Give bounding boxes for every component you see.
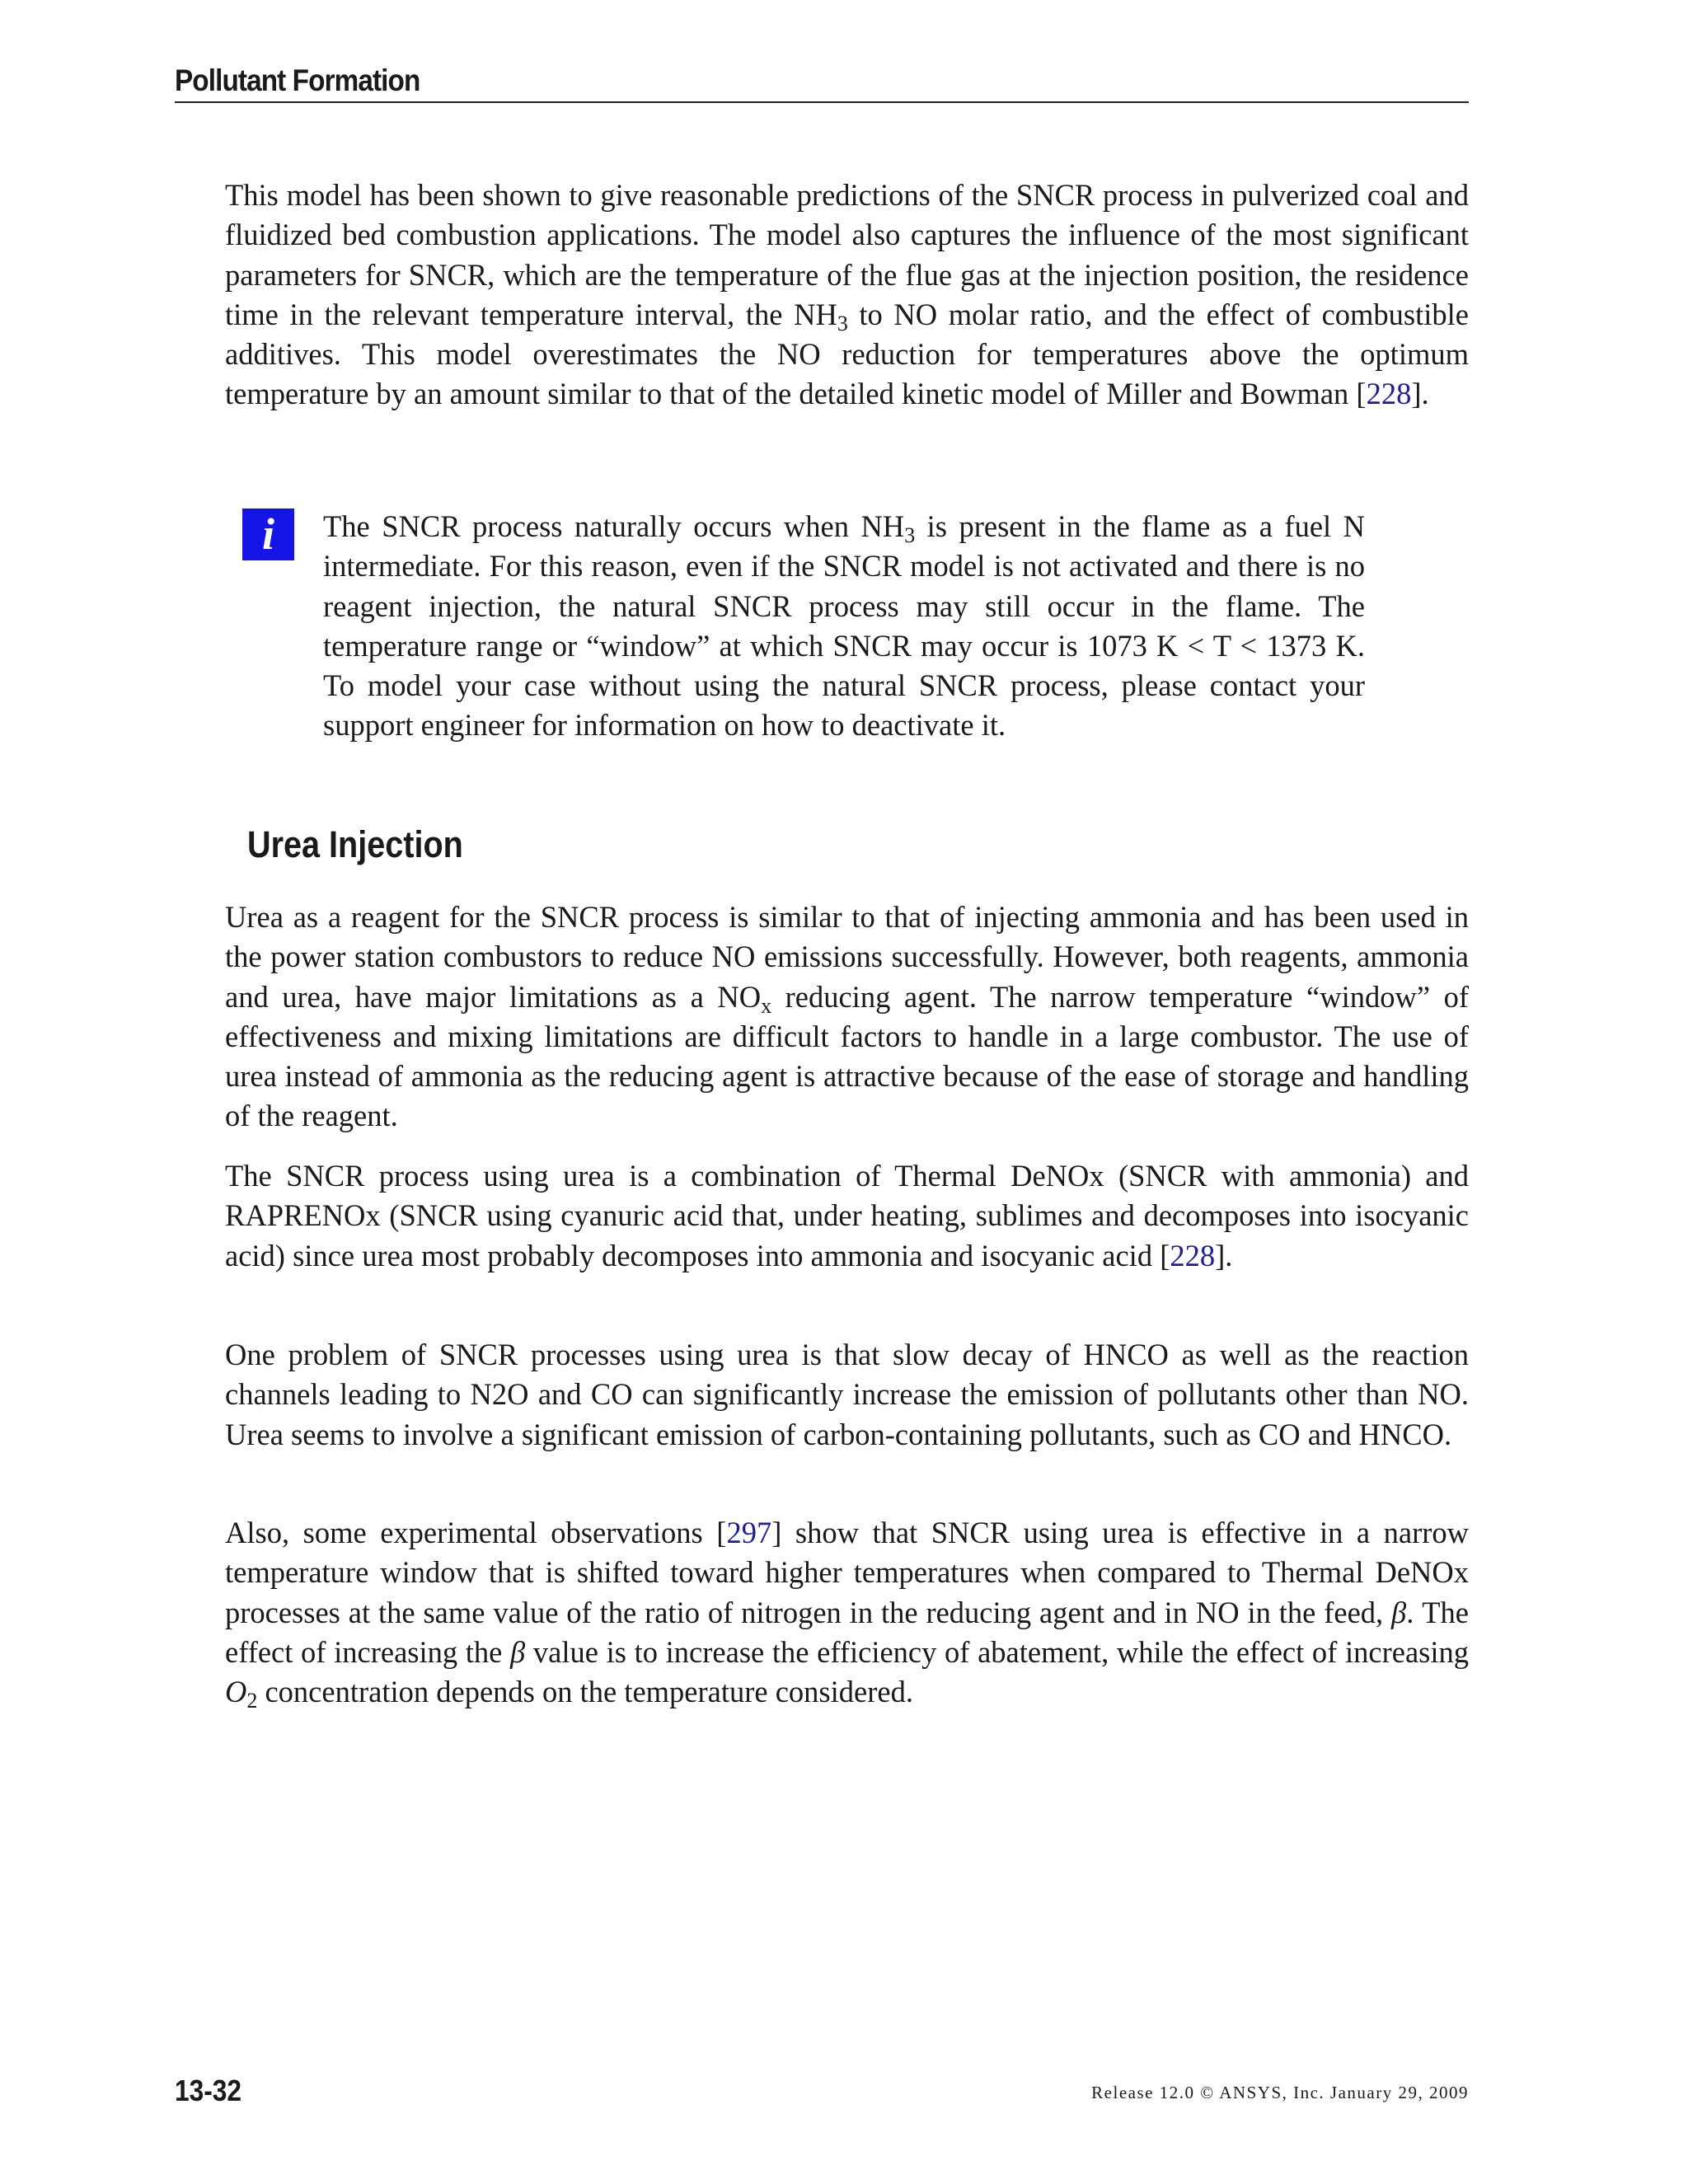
note-text-2: is present in the flame as a fuel N intermediate. For this reason, even if the SNCR model is not activated and there is no reagent injection, the natural SNCR process may still occur in the flame. The temperature range or “window” at which SNCR may occur is 1073 K < T < 1373 K. To model your case without using the natural SNCR process, please contact your support engineer for information on how to deactivate it.	[323, 509, 1365, 743]
header-rule	[175, 101, 1469, 103]
p4-text-1: Also, some experimental observations [	[225, 1516, 727, 1549]
o2-subscript: 2	[246, 1689, 258, 1713]
p4-text-3: . The effect of increasing the	[225, 1595, 1469, 1669]
intro-text-2: to NO molar ratio, and the effect of combustible additives. This model overestimates the NO reduction for temperatures above the optimum temperature by an amount similar to that of the detailed kinetic model of Miller and Bowman [	[225, 297, 1470, 411]
urea-paragraph-4	[225, 1513, 1469, 1712]
citation-link[interactable]: 297	[726, 1516, 772, 1549]
p4-text-5: concentration depends on the temperature considered.	[257, 1675, 913, 1709]
running-head-title: Pollutant Formation	[175, 63, 420, 97]
citation-link[interactable]: 228	[1366, 377, 1412, 411]
p2-text-1: The SNCR process using urea is a combination of Thermal DeNOx (SNCR with ammonia) and RAPRENOx (SNCR using cyanuric acid that, under heating, sublimes and decomposes into isocyanic acid) since urea most probably decomposes into ammonia and isocyanic acid [	[225, 1159, 1469, 1272]
urea-paragraph-1	[225, 898, 1469, 1137]
info-note	[323, 507, 1365, 746]
nh3-subscript: 3	[837, 311, 848, 335]
intro-text-3: ].	[1411, 377, 1429, 411]
beta-symbol: β	[1391, 1595, 1407, 1629]
note-text-1: The SNCR process naturally occurs when NH	[323, 509, 905, 543]
info-icon: i	[242, 509, 294, 560]
page-number: 13-32	[175, 2074, 242, 2107]
release-info: Release 12.0 © ANSYS, Inc. January 29, 2009	[1091, 2083, 1469, 2102]
urea-paragraph-2	[225, 1156, 1469, 1276]
o2-symbol: O	[225, 1675, 247, 1709]
beta-symbol: β	[510, 1634, 526, 1669]
section-heading: Urea Injection	[247, 823, 463, 865]
nh3-subscript: 3	[904, 523, 916, 547]
nox-subscript: x	[761, 993, 772, 1018]
citation-link[interactable]: 228	[1170, 1238, 1216, 1272]
p1-text-1: Urea as a reagent for the SNCR process is similar to that of injecting ammonia and has been used in the power station combustors to reduce NO emissions successfully. However, both reagents, ammonia and urea, have major limitations as a NO	[225, 900, 1469, 1014]
intro-text-1: This model has been shown to give reasonable predictions of the SNCR process in pulverized coal and fluidized bed combustion applications. The model also captures the influence of the most significant parameters for SNCR, which are the temperature of the flue gas at the injection position, the residence time in the relevant temperature interval, the NH	[225, 178, 1469, 331]
urea-paragraph-3: One problem of SNCR processes using urea is that slow decay of HNCO as well as the reaction channels leading to N2O and CO can significantly increase the emission of pollutants other than NO. Urea seems to involve a significant emission of carbon-containing pollutants, such as CO and HNCO.	[225, 1338, 1469, 1451]
p4-text-2: ] show that SNCR using urea is effective in a narrow temperature window that is shifted toward higher temperatures when compared to Thermal DeNOx processes at the same value of the ratio of nitrogen in the reducing agent and in NO in the feed,	[225, 1516, 1470, 1629]
p4-text-4: value is to increase the efficiency of abatement, while the effect of increasing	[525, 1634, 1469, 1669]
p2-text-2: ].	[1215, 1238, 1233, 1272]
p1-text-2: reducing agent. The narrow temperature “window” of effectiveness and mixing limitations are difficult factors to handle in a large combustor. The use of urea instead of ammonia as the reducing agent is attractive because of the ease of storage and handling of the reagent.	[225, 979, 1469, 1133]
intro-paragraph	[225, 176, 1469, 415]
